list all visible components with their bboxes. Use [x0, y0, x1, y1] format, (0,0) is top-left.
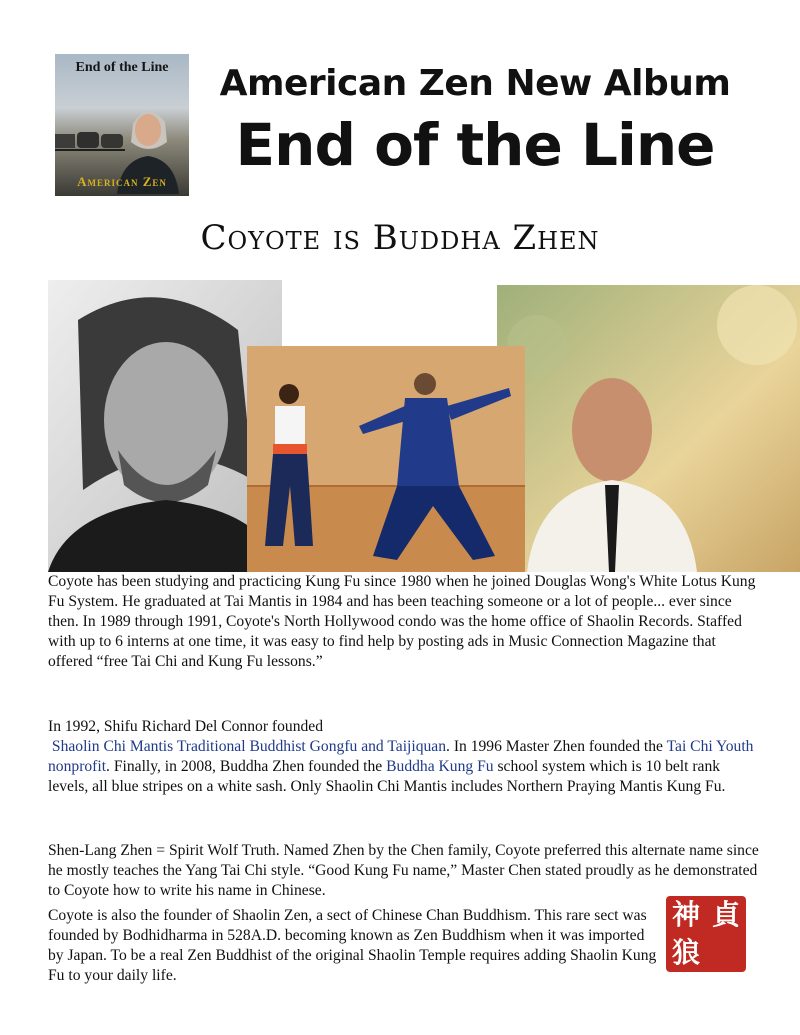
section-title: Coyote is Buddha Zhen: [200, 218, 600, 258]
album-cover-band: American Zen: [77, 174, 167, 189]
album-cover-title: End of the Line: [75, 60, 169, 75]
album-cover: [55, 54, 189, 196]
history-mid-1: . In 1996 Master Zhen founded the: [446, 738, 667, 755]
seal-char-1: 神: [671, 898, 700, 931]
seal-char-3: 狼: [671, 936, 700, 969]
seal-char-2: 貞: [711, 898, 740, 931]
taichi-duo-photo: [247, 346, 525, 572]
album-announcement: American Zen New Album: [219, 63, 731, 104]
portrait-color-icon: [497, 285, 800, 572]
chinese-name-seal-icon: [666, 896, 746, 972]
history-paragraph: [48, 717, 760, 797]
bio-paragraph: Coyote has been studying and practicing Kung Fu since 1980 when he joined Douglas Wong's White Lotus Kung Fu System. He graduated at Tai Mantis in 1984 and has been teaching someone or a lot of people... ever since then. In 1989 through 1991, Coyote's North Hollywood condo was the home office of Shaolin Records. Staffed with up to 6 interns at one time, it was easy to find help by posting ads in Music Connection Magazine that offered “free Tai Chi and Kung Fu lessons.”: [48, 573, 756, 670]
seal-char-4: [706, 934, 746, 972]
name-paragraph: Shen-Lang Zhen = Spirit Wolf Truth. Named Zhen by the Chen family, Coyote preferred this alternate name since he mostly teaches the Yang Tai Chi style. “Good Kung Fu name,” Master Chen stated proudly as he demonstrated to Coyote how to write his name in Chinese.: [48, 842, 759, 899]
taichi-duo-icon: [247, 346, 525, 572]
buddha-kung-fu-link[interactable]: Buddha Kung Fu: [386, 758, 494, 775]
history-end: school system which is 10 belt rank levels, all blue stripes on a white sash. Only Shaolin Chi Mantis includes Northern Praying Mantis Kung Fu.: [48, 758, 726, 795]
history-intro: In 1992, Shifu Richard Del Connor founded: [48, 718, 324, 735]
history-mid-2: . Finally, in 2008, Buddha Zhen founded the: [106, 758, 387, 775]
zen-paragraph: Coyote is also the founder of Shaolin Zen, a sect of Chinese Chan Buddhism. This rare sect was founded by Bodhidharma in 528A.D. becoming known as Zen Buddhism when it was imported by Japan. To be a real Zen Buddhist of the original Shaolin Temple requires adding Shaolin Kung Fu to your daily life.: [48, 907, 657, 984]
shaolin-chi-mantis-link[interactable]: Shaolin Chi Mantis Traditional Buddhist Gongfu and Taijiquan: [51, 738, 447, 755]
album-title: End of the Line: [235, 111, 715, 179]
portrait-color-photo: [497, 285, 800, 572]
tai-chi-youth-link[interactable]: Tai Chi Youth nonprofit: [48, 738, 754, 775]
